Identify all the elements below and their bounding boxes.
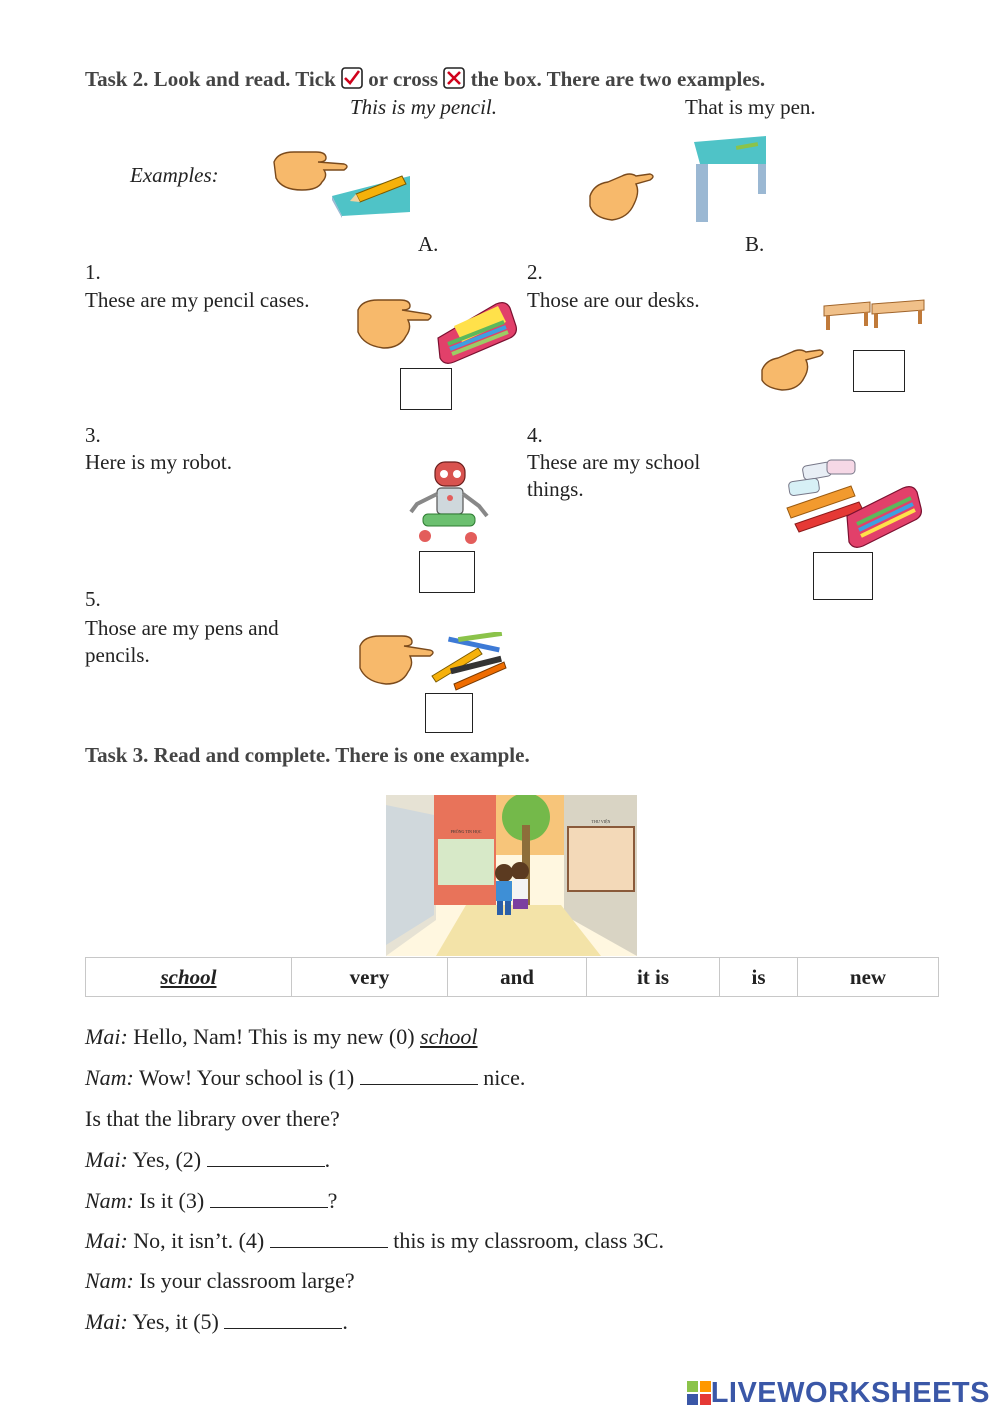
example-b-sentence: That is my pen. [685,95,816,119]
example-answer: school [420,1024,478,1049]
examples-label: Examples: [130,163,219,187]
line-text-after: . [324,1147,331,1172]
left-sign-text: PHÒNG TIN HỌC [450,829,482,834]
line-text: Is it (3) [139,1188,205,1213]
item-1-number: 1. [85,260,101,284]
desk-icon [824,302,870,330]
robot-icon [411,462,487,544]
item-4-sentence-line1: These are my school [527,450,701,474]
word-bank-cell: new [798,958,939,997]
school-yard-picture [386,795,637,956]
item-1-picture [356,296,518,366]
desk-icon [694,136,766,222]
speaker: Nam: [85,1188,134,1213]
speaker: Mai: [85,1147,128,1172]
task2-heading-part3: the box. There are two examples. [470,67,766,91]
example-a-sentence: This is my pencil. [350,95,497,119]
dialogue-line-6 [85,1268,355,1294]
answer-blank-4[interactable] [270,1229,388,1248]
speaker: Mai: [85,1228,128,1253]
right-sign-text: THƯ VIỆN [591,819,611,824]
logo-grid-icon [687,1381,711,1405]
example-b-letter: B. [745,232,765,256]
dialogue-line-0 [85,1024,478,1050]
item-4-sentence-line2: things. [527,477,584,501]
item-5-sentence-line2: pencils. [85,643,150,667]
example-b-picture [588,134,768,224]
item-2-hand-picture [760,340,826,392]
speaker: Nam: [85,1268,134,1293]
answer-blank-1[interactable] [360,1066,478,1085]
dialogue-line-2 [85,1106,340,1132]
desk-icon [872,300,924,328]
dialogue-line-7 [85,1309,348,1335]
item-5-sentence-line1: Those are my pens and [85,616,279,640]
liveworksheets-logo [687,1377,990,1410]
example-a-letter: A. [418,232,439,256]
item-2-answer-box[interactable] [853,350,905,392]
item-1-sentence: These are my pencil cases. [85,288,310,312]
pencil-case-icon [438,303,516,364]
item-1-answer-box[interactable] [400,368,452,410]
item-3-answer-box[interactable] [419,551,475,593]
example-a-picture [272,148,412,218]
item-3-picture [405,460,493,548]
dialogue-line-5 [85,1228,664,1254]
word-bank-cell [86,958,292,997]
item-4-picture [785,458,923,552]
line-text: Hello, Nam! This is my new (0) [133,1024,415,1049]
line-text-after: . [342,1309,348,1334]
task2-heading-part2: or cross [368,67,439,91]
line-text: No, it isn’t. (4) [133,1228,265,1253]
line-text: Wow! Your school is (1) [139,1065,355,1090]
line-text: Yes, it (5) [132,1309,219,1334]
pointing-hand-icon [274,152,347,190]
item-2-sentence: Those are our desks. [527,288,700,312]
pointing-hand-icon [590,174,653,220]
pointing-hand-icon [360,636,433,684]
dialogue-line-1 [85,1065,525,1091]
cross-box-icon [443,67,465,89]
pencil-case-icon [847,487,921,548]
task2-heading [85,67,765,92]
line-text-after: this is my classroom, class 3C. [393,1228,664,1253]
item-4-number: 4. [527,423,543,447]
answer-blank-5[interactable] [224,1310,342,1329]
word-bank-example: school [160,964,217,989]
item-5-answer-box[interactable] [425,693,473,733]
dialogue-line-4 [85,1188,337,1214]
speaker: Mai: [85,1024,128,1049]
line-text: Is your classroom large? [139,1268,355,1293]
word-bank-cell: and [448,958,587,997]
answer-blank-2[interactable] [207,1148,325,1167]
word-bank-table [85,957,939,997]
word-bank-cell: it is [587,958,720,997]
item-2-number: 2. [527,260,543,284]
speaker: Nam: [85,1065,134,1090]
item-3-number: 3. [85,423,101,447]
speaker: Mai: [85,1309,128,1334]
word-bank-cell: very [292,958,448,997]
item-2-desks-picture [820,296,928,334]
pencils-and-pens-icon [432,632,506,690]
item-5-number: 5. [85,587,101,611]
tick-box-icon [341,67,363,89]
item-4-answer-box[interactable] [813,552,873,600]
pointing-hand-icon [358,300,431,348]
line-text-after: nice. [483,1065,526,1090]
brand-text: LIVEWORKSHEETS [710,1377,990,1409]
task2-heading-part1: Task 2. Look and read. Tick [85,67,336,91]
task3-heading: Task 3. Read and complete. There is one example. [85,743,530,767]
item-5-picture [358,632,508,692]
pointing-hand-icon [762,350,823,390]
item-3-sentence: Here is my robot. [85,450,232,474]
line-text-after: ? [327,1188,338,1213]
word-bank-cell: is [720,958,798,997]
dialogue-line-3 [85,1147,330,1173]
line-text: Yes, (2) [132,1147,202,1172]
line-text: Is that the library over there? [85,1106,340,1131]
answer-blank-3[interactable] [210,1189,328,1208]
